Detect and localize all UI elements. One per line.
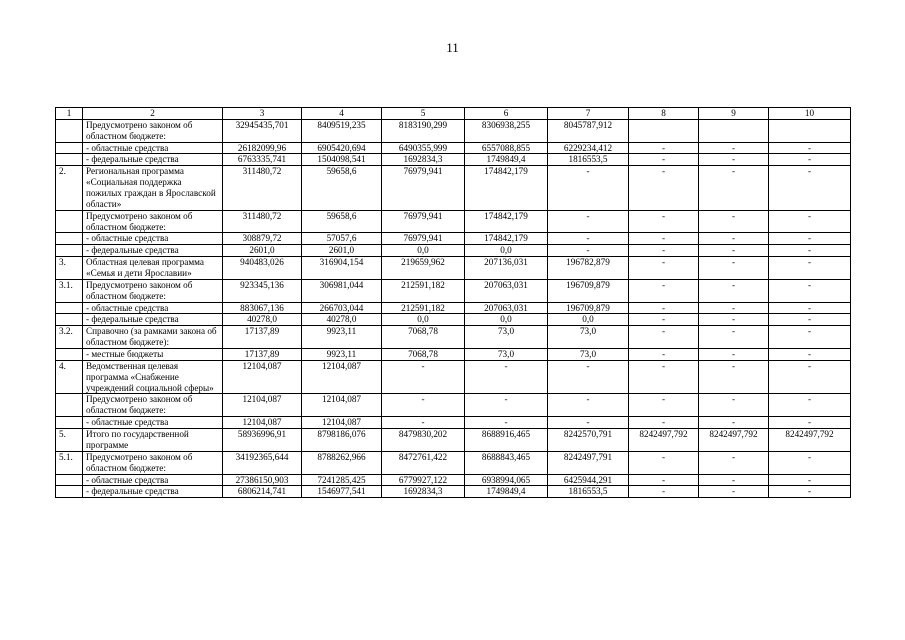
row-name-cell: Региональная программа «Социальная поддержка пожилых граждан в Ярославской области» — [83, 166, 223, 210]
value-cell: - — [769, 233, 851, 245]
value-cell: 196709,879 — [548, 302, 629, 314]
value-cell: 12104,087 — [223, 417, 302, 429]
value-cell: - — [465, 394, 548, 417]
value-cell: 32945435,701 — [223, 119, 302, 142]
table-row — [56, 394, 851, 417]
column-number: 9 — [699, 108, 769, 120]
value-cell: 8688916,465 — [465, 429, 548, 452]
value-cell: - — [629, 326, 699, 349]
value-cell: 7068,78 — [382, 326, 465, 349]
value-cell: 12104,087 — [302, 417, 382, 429]
value-cell: 73,0 — [465, 349, 548, 361]
value-cell: 311480,72 — [223, 210, 302, 233]
value-cell: 26182099,96 — [223, 142, 302, 154]
value-cell: - — [769, 314, 851, 326]
value-cell: 8242570,791 — [548, 429, 629, 452]
value-cell: 308879,72 — [223, 233, 302, 245]
value-cell: 174842,179 — [465, 166, 548, 210]
value-cell: 0,0 — [382, 245, 465, 257]
value-cell: - — [699, 394, 769, 417]
value-cell: 1749849,4 — [465, 486, 548, 498]
row-number-cell — [56, 474, 83, 486]
value-cell: - — [548, 210, 629, 233]
value-cell: 17137,89 — [223, 326, 302, 349]
value-cell: 6938994,065 — [465, 474, 548, 486]
table-body — [56, 108, 851, 498]
value-cell: 8472761,422 — [382, 451, 465, 474]
table-row — [56, 210, 851, 233]
value-cell: - — [629, 279, 699, 302]
value-cell: 27386150,903 — [223, 474, 302, 486]
value-cell — [699, 119, 769, 142]
row-name-cell: Предусмотрено законом об областном бюджете: — [83, 279, 223, 302]
value-cell: - — [548, 360, 629, 394]
row-name-cell: Предусмотрено законом об областном бюджете: — [83, 451, 223, 474]
row-number-cell: 4. — [56, 360, 83, 394]
column-number: 5 — [382, 108, 465, 120]
value-cell: 212591,182 — [382, 302, 465, 314]
value-cell: 59658,6 — [302, 166, 382, 210]
value-cell: 0,0 — [382, 314, 465, 326]
row-number-cell — [56, 302, 83, 314]
column-number: 2 — [83, 108, 223, 120]
row-number-cell: 2. — [56, 166, 83, 210]
value-cell: - — [629, 474, 699, 486]
row-name-cell: - федеральные средства — [83, 245, 223, 257]
value-cell: 1692834,3 — [382, 154, 465, 166]
value-cell: 0,0 — [465, 245, 548, 257]
table-row — [56, 257, 851, 280]
value-cell: 12104,087 — [302, 394, 382, 417]
column-number: 1 — [56, 108, 83, 120]
value-cell: 8242497,791 — [548, 451, 629, 474]
column-number: 10 — [769, 108, 851, 120]
value-cell — [629, 119, 699, 142]
row-number-cell — [56, 349, 83, 361]
value-cell: - — [629, 314, 699, 326]
value-cell: 12104,087 — [302, 360, 382, 394]
row-name-cell: Итого по государственной программе — [83, 429, 223, 452]
row-number-cell: 3. — [56, 257, 83, 280]
value-cell: 219659,962 — [382, 257, 465, 280]
value-cell: 6806214,741 — [223, 486, 302, 498]
table-row — [56, 486, 851, 498]
value-cell: - — [699, 245, 769, 257]
value-cell: - — [629, 142, 699, 154]
value-cell: - — [629, 154, 699, 166]
value-cell: - — [629, 486, 699, 498]
value-cell: 1546977,541 — [302, 486, 382, 498]
value-cell: 8242497,792 — [769, 429, 851, 452]
value-cell: 40278,0 — [302, 314, 382, 326]
value-cell: - — [699, 302, 769, 314]
value-cell: - — [769, 257, 851, 280]
value-cell: - — [699, 233, 769, 245]
value-cell: 8479830,202 — [382, 429, 465, 452]
value-cell: 2601,0 — [302, 245, 382, 257]
value-cell: 8409519,235 — [302, 119, 382, 142]
row-number-cell — [56, 233, 83, 245]
value-cell: - — [629, 210, 699, 233]
table-row — [56, 474, 851, 486]
table-row — [56, 417, 851, 429]
row-name-cell: Справочно (за рамками закона об областном бюджете): — [83, 326, 223, 349]
value-cell: - — [629, 257, 699, 280]
table-row — [56, 429, 851, 452]
value-cell: - — [382, 360, 465, 394]
table-row — [56, 314, 851, 326]
row-name-cell: Ведомственная целевая программа «Снабжение учреждений социальной сферы» — [83, 360, 223, 394]
value-cell: 8242497,792 — [699, 429, 769, 452]
table-row — [56, 451, 851, 474]
table-row — [56, 119, 851, 142]
row-name-cell: - областные средства — [83, 142, 223, 154]
value-cell: 6763335,741 — [223, 154, 302, 166]
row-number-cell — [56, 394, 83, 417]
value-cell: 923345,136 — [223, 279, 302, 302]
value-cell: - — [699, 279, 769, 302]
table-row — [56, 279, 851, 302]
value-cell: 266703,044 — [302, 302, 382, 314]
value-cell: 9923,11 — [302, 326, 382, 349]
column-number-row — [56, 108, 851, 120]
value-cell: 212591,182 — [382, 279, 465, 302]
value-cell: 6490355,999 — [382, 142, 465, 154]
value-cell: 7241285,425 — [302, 474, 382, 486]
value-cell: - — [699, 486, 769, 498]
value-cell: 12104,087 — [223, 360, 302, 394]
value-cell: - — [699, 417, 769, 429]
value-cell: 40278,0 — [223, 314, 302, 326]
row-number-cell — [56, 486, 83, 498]
value-cell: 174842,179 — [465, 210, 548, 233]
value-cell: 7068,78 — [382, 349, 465, 361]
value-cell: 6779927,122 — [382, 474, 465, 486]
table-row — [56, 142, 851, 154]
row-number-cell — [56, 210, 83, 233]
value-cell: 59658,6 — [302, 210, 382, 233]
row-number-cell: 3.2. — [56, 326, 83, 349]
value-cell: - — [629, 166, 699, 210]
value-cell: 316904,154 — [302, 257, 382, 280]
row-number-cell — [56, 154, 83, 166]
row-number-cell — [56, 417, 83, 429]
value-cell: 1816553,5 — [548, 154, 629, 166]
value-cell: - — [699, 210, 769, 233]
value-cell: 58936996,91 — [223, 429, 302, 452]
column-number: 7 — [548, 108, 629, 120]
value-cell: - — [769, 349, 851, 361]
table-row — [56, 302, 851, 314]
value-cell: - — [699, 166, 769, 210]
row-number-cell: 3.1. — [56, 279, 83, 302]
value-cell: - — [548, 394, 629, 417]
value-cell: - — [465, 360, 548, 394]
value-cell: - — [699, 349, 769, 361]
value-cell: 8183190,299 — [382, 119, 465, 142]
column-number: 6 — [465, 108, 548, 120]
value-cell: - — [769, 154, 851, 166]
value-cell: 76979,941 — [382, 233, 465, 245]
value-cell: - — [699, 142, 769, 154]
value-cell: - — [548, 166, 629, 210]
value-cell: - — [629, 451, 699, 474]
value-cell: - — [769, 142, 851, 154]
column-number: 3 — [223, 108, 302, 120]
row-name-cell: - областные средства — [83, 233, 223, 245]
value-cell: 883067,136 — [223, 302, 302, 314]
value-cell: - — [629, 233, 699, 245]
value-cell: 0,0 — [465, 314, 548, 326]
table-row — [56, 245, 851, 257]
row-name-cell: Предусмотрено законом об областном бюджете: — [83, 394, 223, 417]
row-number-cell: 5.1. — [56, 451, 83, 474]
value-cell: 8788262,966 — [302, 451, 382, 474]
value-cell: 34192365,644 — [223, 451, 302, 474]
value-cell: 73,0 — [465, 326, 548, 349]
value-cell: - — [629, 394, 699, 417]
value-cell: - — [629, 302, 699, 314]
value-cell: - — [382, 394, 465, 417]
value-cell: - — [769, 279, 851, 302]
row-name-cell: - областные средства — [83, 302, 223, 314]
value-cell: 1816553,5 — [548, 486, 629, 498]
value-cell: 8688843,465 — [465, 451, 548, 474]
value-cell: 940483,026 — [223, 257, 302, 280]
row-name-cell: - местные бюджеты — [83, 349, 223, 361]
value-cell: 8798186,076 — [302, 429, 382, 452]
value-cell: 73,0 — [548, 326, 629, 349]
column-number: 8 — [629, 108, 699, 120]
value-cell: - — [769, 474, 851, 486]
row-name-cell: - федеральные средства — [83, 314, 223, 326]
value-cell: 76979,941 — [382, 210, 465, 233]
value-cell: 6425944,291 — [548, 474, 629, 486]
value-cell: - — [769, 417, 851, 429]
value-cell: 6557088,855 — [465, 142, 548, 154]
value-cell: - — [769, 245, 851, 257]
value-cell: 196782,879 — [548, 257, 629, 280]
table-row — [56, 326, 851, 349]
value-cell: 1749849,4 — [465, 154, 548, 166]
value-cell: - — [699, 314, 769, 326]
value-cell: - — [465, 417, 548, 429]
value-cell: - — [699, 257, 769, 280]
value-cell: - — [548, 417, 629, 429]
value-cell: 1692834,3 — [382, 486, 465, 498]
value-cell: - — [699, 451, 769, 474]
row-name-cell: - областные средства — [83, 474, 223, 486]
value-cell: 207136,031 — [465, 257, 548, 280]
value-cell: - — [769, 486, 851, 498]
row-name-cell: - федеральные средства — [83, 154, 223, 166]
value-cell: - — [629, 360, 699, 394]
value-cell: - — [769, 166, 851, 210]
value-cell: 306981,044 — [302, 279, 382, 302]
row-name-cell: Областная целевая программа «Семья и дети Ярославии» — [83, 257, 223, 280]
value-cell: - — [699, 474, 769, 486]
value-cell: 73,0 — [548, 349, 629, 361]
value-cell: - — [769, 326, 851, 349]
row-name-cell: Предусмотрено законом об областном бюджете: — [83, 210, 223, 233]
value-cell: 196709,879 — [548, 279, 629, 302]
value-cell: - — [382, 417, 465, 429]
value-cell: - — [629, 245, 699, 257]
value-cell: 8045787,912 — [548, 119, 629, 142]
table-row — [56, 154, 851, 166]
row-number-cell — [56, 142, 83, 154]
row-number-cell — [56, 119, 83, 142]
page-number: 11 — [446, 40, 459, 55]
value-cell: 17137,89 — [223, 349, 302, 361]
row-name-cell: - областные средства — [83, 417, 223, 429]
value-cell: 6229234,412 — [548, 142, 629, 154]
value-cell: 207063,031 — [465, 302, 548, 314]
value-cell: 0,0 — [548, 314, 629, 326]
row-number-cell — [56, 245, 83, 257]
value-cell: 1504098,541 — [302, 154, 382, 166]
value-cell: 9923,11 — [302, 349, 382, 361]
value-cell: - — [769, 360, 851, 394]
value-cell: 76979,941 — [382, 166, 465, 210]
value-cell: - — [548, 233, 629, 245]
table-row — [56, 349, 851, 361]
table-row — [56, 233, 851, 245]
value-cell: - — [629, 349, 699, 361]
value-cell: - — [769, 451, 851, 474]
value-cell: 57057,6 — [302, 233, 382, 245]
column-number: 4 — [302, 108, 382, 120]
value-cell: - — [769, 394, 851, 417]
value-cell: 2601,0 — [223, 245, 302, 257]
value-cell: 8242497,792 — [629, 429, 699, 452]
value-cell: - — [548, 245, 629, 257]
value-cell: - — [699, 360, 769, 394]
value-cell: 12104,087 — [223, 394, 302, 417]
row-name-cell: - федеральные средства — [83, 486, 223, 498]
value-cell — [769, 119, 851, 142]
value-cell: 311480,72 — [223, 166, 302, 210]
value-cell: 207063,031 — [465, 279, 548, 302]
value-cell: - — [699, 154, 769, 166]
value-cell: 8306938,255 — [465, 119, 548, 142]
value-cell: 174842,179 — [465, 233, 548, 245]
budget-table — [55, 107, 851, 498]
table-row — [56, 360, 851, 394]
value-cell: - — [769, 210, 851, 233]
row-name-cell: Предусмотрено законом об областном бюджете: — [83, 119, 223, 142]
value-cell: 6905420,694 — [302, 142, 382, 154]
value-cell: - — [629, 417, 699, 429]
value-cell: - — [699, 326, 769, 349]
row-number-cell: 5. — [56, 429, 83, 452]
row-number-cell — [56, 314, 83, 326]
table-row — [56, 166, 851, 210]
value-cell: - — [769, 302, 851, 314]
